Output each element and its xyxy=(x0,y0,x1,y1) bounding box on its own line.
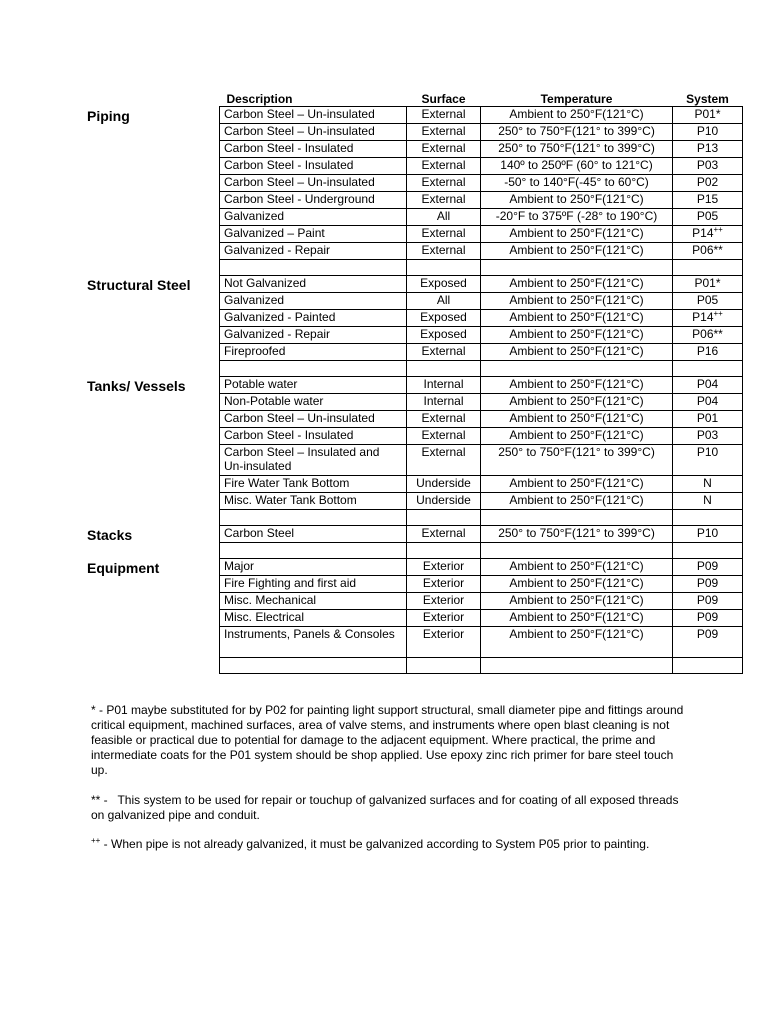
table-row xyxy=(220,141,743,158)
empty-cell xyxy=(220,658,407,674)
system-code: P06** xyxy=(692,327,723,341)
cell-surface: All xyxy=(407,293,481,310)
empty-cell xyxy=(673,543,743,559)
cell-temperature: Ambient to 250°F(121°C) xyxy=(481,310,673,327)
table-row xyxy=(220,276,743,293)
header-temperature: Temperature xyxy=(540,92,613,106)
table-row xyxy=(220,243,743,260)
table-row xyxy=(220,627,743,658)
cell-temperature: Ambient to 250°F(121°C) xyxy=(481,192,673,209)
cell-system xyxy=(673,276,743,293)
system-code: P02 xyxy=(696,175,719,189)
cell-description: Major xyxy=(220,559,407,576)
cell-temperature: -50° to 140°F(-45° to 60°C) xyxy=(481,175,673,192)
cell-temperature: 250° to 750°F(121° to 399°C) xyxy=(481,526,673,543)
cell-description: Fire Fighting and first aid xyxy=(220,576,407,593)
system-code: P10 xyxy=(696,526,719,540)
table-row xyxy=(220,226,743,243)
section-label: Stacks xyxy=(87,526,133,543)
table-row xyxy=(220,428,743,445)
cell-temperature: Ambient to 250°F(121°C) xyxy=(481,493,673,510)
empty-cell xyxy=(673,510,743,526)
footnote-text: This system to be used for repair or touchup of galvanized surfaces and for coating of all exposed threads on galvanized pipe and conduit. xyxy=(91,793,679,822)
system-code: P14 xyxy=(692,310,714,324)
cell-temperature: Ambient to 250°F(121°C) xyxy=(481,344,673,361)
table-row xyxy=(220,293,743,310)
system-code: P01* xyxy=(694,107,721,121)
system-code: P04 xyxy=(696,394,719,408)
empty-cell xyxy=(220,260,407,276)
cell-temperature: Ambient to 250°F(121°C) xyxy=(481,394,673,411)
cell-system xyxy=(673,526,743,543)
cell-description: Carbon Steel – Un-insulated xyxy=(220,175,407,192)
spacer-row xyxy=(220,260,743,276)
system-code: P05 xyxy=(696,293,719,307)
cell-surface: External xyxy=(407,526,481,543)
empty-cell xyxy=(481,260,673,276)
cell-description: Galvanized - Repair xyxy=(220,243,407,260)
system-code: P03 xyxy=(696,428,719,442)
cell-description: Galvanized - Painted xyxy=(220,310,407,327)
cell-temperature: -20°F to 375ºF (-28° to 190°C) xyxy=(481,209,673,226)
cell-temperature: 250° to 750°F(121° to 399°C) xyxy=(481,124,673,141)
cell-description: Misc. Mechanical xyxy=(220,593,407,610)
cell-temperature: Ambient to 250°F(121°C) xyxy=(481,243,673,260)
cell-surface: Exposed xyxy=(407,310,481,327)
cell-surface: External xyxy=(407,124,481,141)
cell-temperature: Ambient to 250°F(121°C) xyxy=(481,327,673,344)
cell-system xyxy=(673,107,743,124)
empty-cell xyxy=(481,361,673,377)
cell-temperature: Ambient to 250°F(121°C) xyxy=(481,293,673,310)
cell-system xyxy=(673,226,743,243)
footnote-text: When pipe is not already galvanized, it must be galvanized according to System P05 prior to painting. xyxy=(111,837,650,851)
system-code: P10 xyxy=(696,445,719,459)
cell-system xyxy=(673,175,743,192)
cell-surface: Exposed xyxy=(407,327,481,344)
cell-surface: External xyxy=(407,445,481,476)
system-code: P14 xyxy=(692,226,714,240)
cell-description: Potable water xyxy=(220,377,407,394)
header-description: Description xyxy=(226,92,293,106)
cell-description: Fire Water Tank Bottom xyxy=(220,476,407,493)
cell-description: Non-Potable water xyxy=(220,394,407,411)
cell-surface: External xyxy=(407,344,481,361)
cell-temperature: Ambient to 250°F(121°C) xyxy=(481,276,673,293)
table-row xyxy=(220,445,743,476)
table-row xyxy=(220,124,743,141)
cell-temperature: Ambient to 250°F(121°C) xyxy=(481,627,673,658)
spacer-row xyxy=(220,361,743,377)
cell-temperature: Ambient to 250°F(121°C) xyxy=(481,107,673,124)
cell-system xyxy=(673,327,743,344)
cell-system xyxy=(673,445,743,476)
section-label: Structural Steel xyxy=(87,276,191,293)
system-code: N xyxy=(703,476,712,490)
system-code: N xyxy=(703,493,712,507)
cell-system xyxy=(673,124,743,141)
system-code: P04 xyxy=(696,377,719,391)
cell-surface: Underside xyxy=(407,493,481,510)
system-code: P09 xyxy=(696,610,719,624)
table-row xyxy=(220,158,743,175)
cell-description: Carbon Steel xyxy=(220,526,407,543)
cell-system xyxy=(673,428,743,445)
cell-surface: Exterior xyxy=(407,593,481,610)
cell-temperature: Ambient to 250°F(121°C) xyxy=(481,428,673,445)
cell-surface: External xyxy=(407,226,481,243)
table-row xyxy=(220,394,743,411)
empty-cell xyxy=(220,510,407,526)
cell-surface: External xyxy=(407,141,481,158)
system-code-sup: ++ xyxy=(713,309,723,318)
table-row xyxy=(220,107,743,124)
header-system: System xyxy=(686,92,729,106)
system-code-sup: ++ xyxy=(713,225,723,234)
cell-temperature: 250° to 750°F(121° to 399°C) xyxy=(481,141,673,158)
cell-description: Carbon Steel – Un-insulated xyxy=(220,124,407,141)
cell-description: Carbon Steel - Insulated xyxy=(220,428,407,445)
footnote-marker-sup: ++ xyxy=(91,836,101,845)
empty-cell xyxy=(673,260,743,276)
cell-description: Fireproofed xyxy=(220,344,407,361)
cell-temperature: Ambient to 250°F(121°C) xyxy=(481,411,673,428)
system-code: P01 xyxy=(696,411,719,425)
system-code: P03 xyxy=(696,158,719,172)
system-code: P15 xyxy=(696,192,719,206)
table-row xyxy=(220,175,743,192)
empty-cell xyxy=(407,658,481,674)
cell-system xyxy=(673,141,743,158)
table-row xyxy=(220,576,743,593)
table-row xyxy=(220,192,743,209)
cell-temperature: Ambient to 250°F(121°C) xyxy=(481,593,673,610)
cell-description: Carbon Steel – Un-insulated xyxy=(220,107,407,124)
cell-description: Galvanized xyxy=(220,209,407,226)
cell-description: Instruments, Panels & Consoles xyxy=(220,627,407,658)
cell-description: Galvanized - Repair xyxy=(220,327,407,344)
cell-system xyxy=(673,493,743,510)
cell-surface: Exterior xyxy=(407,576,481,593)
table-row xyxy=(220,310,743,327)
cell-temperature: Ambient to 250°F(121°C) xyxy=(481,226,673,243)
cell-description: Misc. Electrical xyxy=(220,610,407,627)
cell-surface: External xyxy=(407,243,481,260)
empty-cell xyxy=(673,361,743,377)
system-code: P09 xyxy=(696,559,719,573)
cell-system xyxy=(673,158,743,175)
cell-temperature: Ambient to 250°F(121°C) xyxy=(481,476,673,493)
footnote-text: P01 maybe substituted for by P02 for painting light support structural, small diameter pipe and fittings around critical equipment, machined surfaces, area of valve stems, and instruments where open blast cleaning is not feasible or practical due to potential for damage to the adjacent equipment. Where practical, the prime and intermediate coats for the P01 system should be shop applied. Use epoxy zinc rich primer for bare steel touch up. xyxy=(91,703,684,777)
system-code: P01* xyxy=(694,276,721,290)
cell-system xyxy=(673,310,743,327)
system-code: P05 xyxy=(696,209,719,223)
empty-cell xyxy=(481,510,673,526)
cell-system xyxy=(673,610,743,627)
section-label: Equipment xyxy=(87,559,160,576)
cell-description: Not Galvanized xyxy=(220,276,407,293)
table-row xyxy=(220,209,743,226)
system-code: P09 xyxy=(696,576,719,590)
cell-surface: All xyxy=(407,209,481,226)
cell-description: Galvanized xyxy=(220,293,407,310)
cell-description: Galvanized – Paint xyxy=(220,226,407,243)
cell-description: Carbon Steel – Un-insulated xyxy=(220,411,407,428)
empty-cell xyxy=(220,543,407,559)
cell-surface: External xyxy=(407,158,481,175)
header-surface: Surface xyxy=(421,92,466,106)
spacer-row xyxy=(220,658,743,674)
cell-system xyxy=(673,559,743,576)
table-row xyxy=(220,559,743,576)
cell-system xyxy=(673,192,743,209)
empty-cell xyxy=(407,543,481,559)
table-header-row xyxy=(220,90,743,107)
cell-temperature: 140º to 250ºF (60° to 121°C) xyxy=(481,158,673,175)
cell-system xyxy=(673,476,743,493)
cell-description: Misc. Water Tank Bottom xyxy=(220,493,407,510)
cell-description: Carbon Steel - Insulated xyxy=(220,141,407,158)
empty-cell xyxy=(407,260,481,276)
section-label: Tanks/ Vessels xyxy=(87,377,186,394)
cell-surface: Underside xyxy=(407,476,481,493)
system-code: P06** xyxy=(692,243,723,257)
cell-temperature: 250° to 750°F(121° to 399°C) xyxy=(481,445,673,476)
table-row xyxy=(220,476,743,493)
cell-system xyxy=(673,576,743,593)
cell-system xyxy=(673,627,743,658)
cell-description: Carbon Steel - Insulated xyxy=(220,158,407,175)
system-code: P10 xyxy=(696,124,719,138)
footnote-marker: * - xyxy=(91,703,107,717)
empty-cell xyxy=(407,361,481,377)
table-row xyxy=(220,493,743,510)
coating-system-table xyxy=(219,90,743,674)
cell-temperature: Ambient to 250°F(121°C) xyxy=(481,377,673,394)
cell-description: Carbon Steel - Underground xyxy=(220,192,407,209)
cell-description: Carbon Steel – Insulated and Un-insulated xyxy=(220,445,407,476)
cell-temperature: Ambient to 250°F(121°C) xyxy=(481,576,673,593)
cell-system xyxy=(673,593,743,610)
cell-surface: External xyxy=(407,175,481,192)
empty-cell xyxy=(407,510,481,526)
footnote-asterisk xyxy=(91,703,691,778)
cell-surface: Internal xyxy=(407,377,481,394)
empty-cell xyxy=(220,361,407,377)
table-row xyxy=(220,526,743,543)
cell-system xyxy=(673,411,743,428)
cell-system xyxy=(673,344,743,361)
cell-system xyxy=(673,293,743,310)
footnote-double-plus xyxy=(91,837,691,852)
system-code: P09 xyxy=(696,627,719,641)
cell-surface: External xyxy=(407,192,481,209)
table-row xyxy=(220,593,743,610)
empty-cell xyxy=(481,658,673,674)
system-code: P13 xyxy=(696,141,719,155)
spacer-row xyxy=(220,543,743,559)
table-row xyxy=(220,344,743,361)
cell-temperature: Ambient to 250°F(121°C) xyxy=(481,610,673,627)
cell-system xyxy=(673,377,743,394)
cell-surface: Exterior xyxy=(407,559,481,576)
empty-cell xyxy=(673,658,743,674)
footnote-marker: ** - xyxy=(91,793,118,807)
cell-surface: External xyxy=(407,428,481,445)
cell-system xyxy=(673,394,743,411)
cell-system xyxy=(673,209,743,226)
system-code: P16 xyxy=(696,344,719,358)
table-row xyxy=(220,327,743,344)
cell-system xyxy=(673,243,743,260)
cell-surface: Internal xyxy=(407,394,481,411)
table-row xyxy=(220,411,743,428)
spacer-row xyxy=(220,510,743,526)
empty-cell xyxy=(481,543,673,559)
cell-surface: External xyxy=(407,107,481,124)
cell-surface: Exterior xyxy=(407,610,481,627)
table-row xyxy=(220,610,743,627)
cell-temperature: Ambient to 250°F(121°C) xyxy=(481,559,673,576)
section-label: Piping xyxy=(87,107,130,124)
footnote-double-asterisk xyxy=(91,793,691,823)
cell-surface: External xyxy=(407,411,481,428)
system-code: P09 xyxy=(696,593,719,607)
cell-surface: Exposed xyxy=(407,276,481,293)
table-row xyxy=(220,377,743,394)
footnote-marker: - xyxy=(100,837,112,851)
cell-surface: Exterior xyxy=(407,627,481,658)
